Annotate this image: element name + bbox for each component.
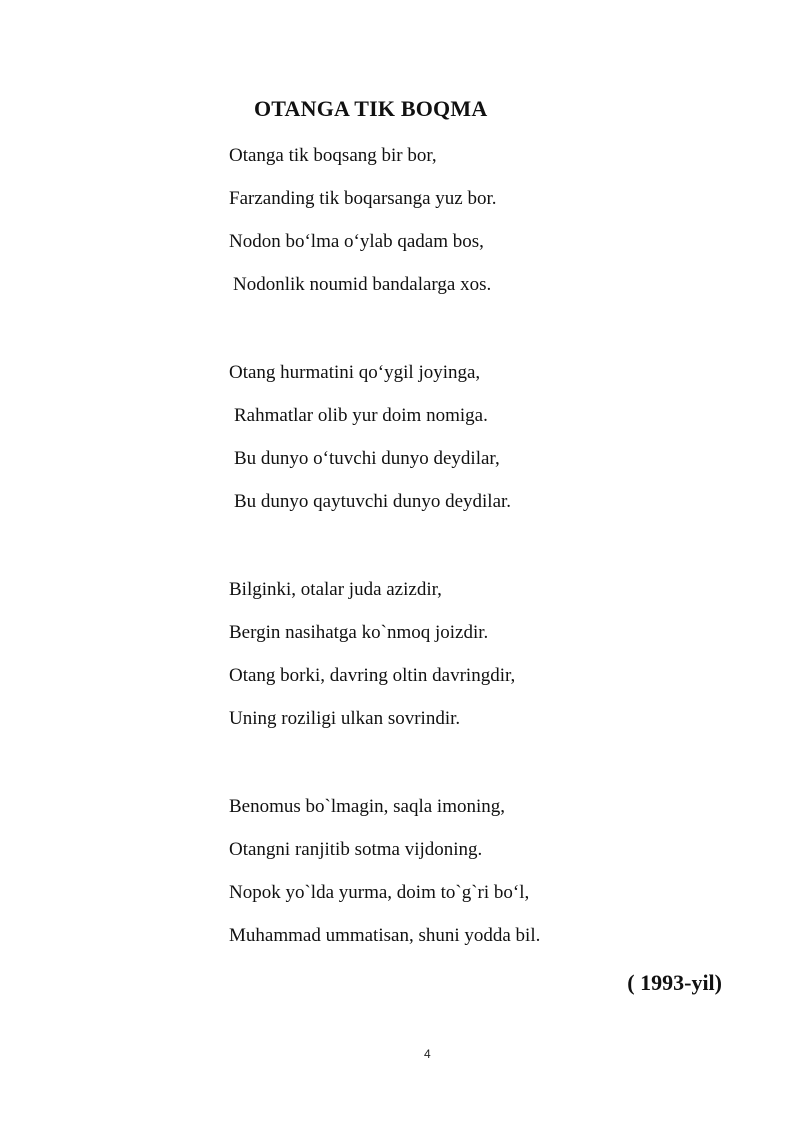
poem-line: Nodon bo‘lma o‘ylab qadam bos,	[229, 231, 484, 252]
poem-line: Bilginki, otalar juda azizdir,	[229, 579, 442, 600]
poem-line: Rahmatlar olib yur doim nomiga.	[234, 405, 488, 426]
poem-line: Nopok yo`lda yurma, doim to`g`ri bo‘l,	[229, 882, 530, 903]
poem-line: Otangni ranjitib sotma vijdoning.	[229, 839, 483, 860]
poem-line: Nodonlik noumid bandalarga xos.	[233, 274, 492, 295]
poem-line: Uning roziligi ulkan sovrindir.	[229, 708, 461, 729]
poem-line: Muhammad ummatisan, shuni yodda bil.	[229, 925, 541, 946]
poem-year: ( 1993-yil)	[627, 970, 722, 995]
poem-line: Farzanding tik boqarsanga yuz bor.	[229, 188, 497, 209]
poem-line: Otang borki, davring oltin davringdir,	[229, 665, 516, 686]
poem-line: Otang hurmatini qo‘ygil joyinga,	[229, 362, 481, 383]
poem-line: Benomus bo`lmagin, saqla imoning,	[229, 796, 506, 817]
poem-line: Bu dunyo qaytuvchi dunyo deydilar.	[234, 491, 512, 512]
poem-line: Otanga tik boqsang bir bor,	[229, 145, 437, 166]
page-number: 4	[424, 1047, 431, 1061]
poem-line: Bergin nasihatga ko`nmoq joizdir.	[229, 622, 489, 643]
poem-title: OTANGA TIK BOQMA	[254, 96, 488, 121]
poem-line: Bu dunyo o‘tuvchi dunyo deydilar,	[234, 448, 500, 469]
